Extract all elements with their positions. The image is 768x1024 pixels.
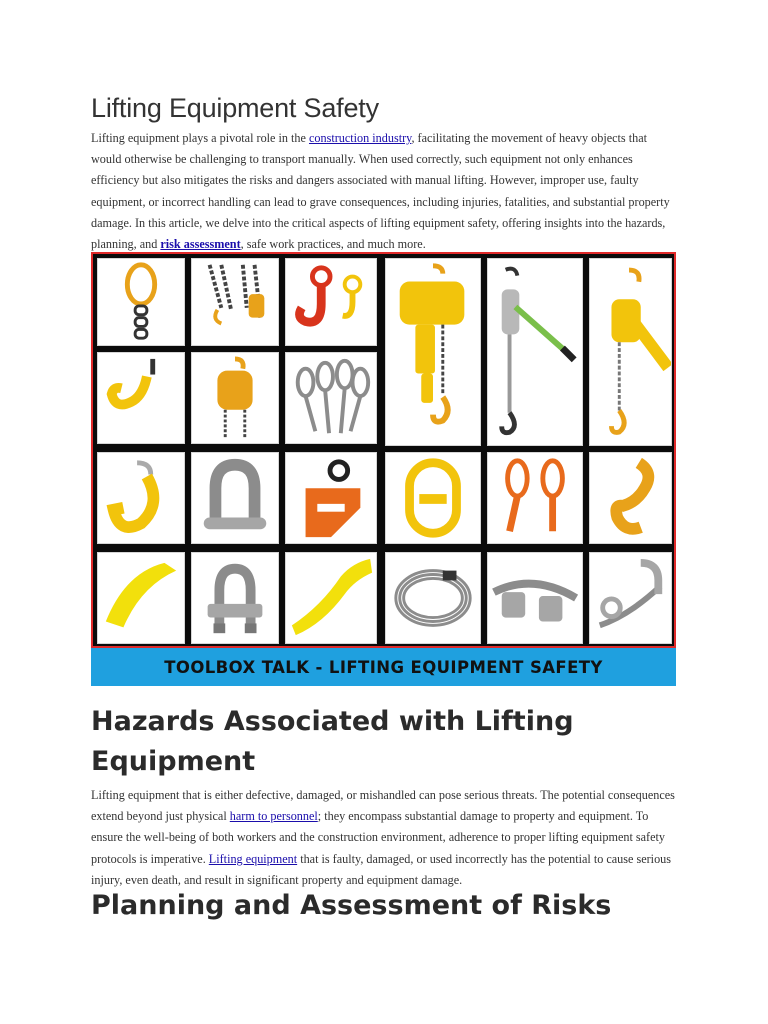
- intro-paragraph: [91, 128, 676, 255]
- plate-clamp-icon: [285, 452, 377, 544]
- banner-text: TOOLBOX TALK - LIFTING EQUIPMENT SAFETY: [164, 657, 603, 677]
- connecting-link-icon: [385, 452, 481, 544]
- bow-shackle-icon: [191, 452, 279, 544]
- electric-hoist-icon: [385, 258, 481, 446]
- swivel-hook-icon: [285, 258, 377, 346]
- hazards-text-1: Lifting equipment that is either defective, damaged, or mishandled can pose serious threats. The potential consequences extend beyond just physical: [91, 788, 675, 824]
- hazards-text-2: ; they encompass substantial damage to property and equipment. To ensure the well-being of both workers and the construction environment, adherence to proper lifting equipment safety protocols is imperative.: [91, 809, 665, 866]
- wire-rope-coil-icon: [385, 552, 481, 644]
- construction-industry-link[interactable]: construction industry: [308, 131, 412, 145]
- intro-text-1: Lifting equipment plays a pivotal role in the: [91, 131, 309, 145]
- chain-block-icon: [191, 352, 279, 444]
- hazards-heading: Hazards Associated with Lifting Equipment: [91, 706, 574, 777]
- toolbox-talk-banner: [91, 648, 676, 686]
- round-sling-icon: [285, 552, 377, 644]
- intro-text-2: , facilitating the movement of heavy objects that would otherwise be challenging to transport manually. When used correctly, such equipment not only enhances efficiency but also mitigates the risks and dangers associated with manual lifting. However, improper use, faulty equipment, or incorrect handling can lead to grave consequences, including injuries, fatalities, and substantial property damage. In this article, we delve into the critical aspects of lifting equipment safety, offering insights into the hazards, planning, and: [91, 131, 670, 252]
- two-leg-sling-icon: [487, 452, 583, 544]
- harm-to-personnel-link[interactable]: harm to personnel: [229, 809, 318, 824]
- sling-hook-icon: [97, 352, 185, 444]
- hazards-text-3: that is faulty, damaged, or used incorrectly has the potential to cause serious injury, even death, and result in significant property and equipment damage.: [91, 851, 672, 887]
- hazards-paragraph: [91, 785, 676, 891]
- master-link-chain-icon: [97, 258, 185, 346]
- safety-hook-icon: [97, 452, 185, 544]
- wire-rope-slings-icon: [285, 352, 377, 444]
- lifting-equipment-link[interactable]: Lifting equipment: [208, 851, 298, 866]
- wire-rope-clip-icon: [191, 552, 279, 644]
- chain-slings-icon: [191, 258, 279, 346]
- equipment-collage-image: [91, 252, 676, 686]
- planning-heading: Planning and Assessment of Risks: [91, 890, 612, 921]
- wire-rope-shackle-icon: [589, 552, 672, 644]
- rope-clips-icon: [487, 552, 583, 644]
- risk-assessment-link[interactable]: risk assessment: [160, 237, 241, 252]
- lever-puller-icon: [487, 258, 583, 446]
- lever-hoist-icon: [589, 258, 672, 446]
- flat-webbing-sling-icon: [97, 552, 185, 644]
- intro-text-3: , safe work practices, and much more.: [240, 237, 426, 252]
- collage-frame: [91, 252, 676, 648]
- page-title: Lifting Equipment Safety: [91, 93, 379, 123]
- grab-hook-icon: [589, 452, 672, 544]
